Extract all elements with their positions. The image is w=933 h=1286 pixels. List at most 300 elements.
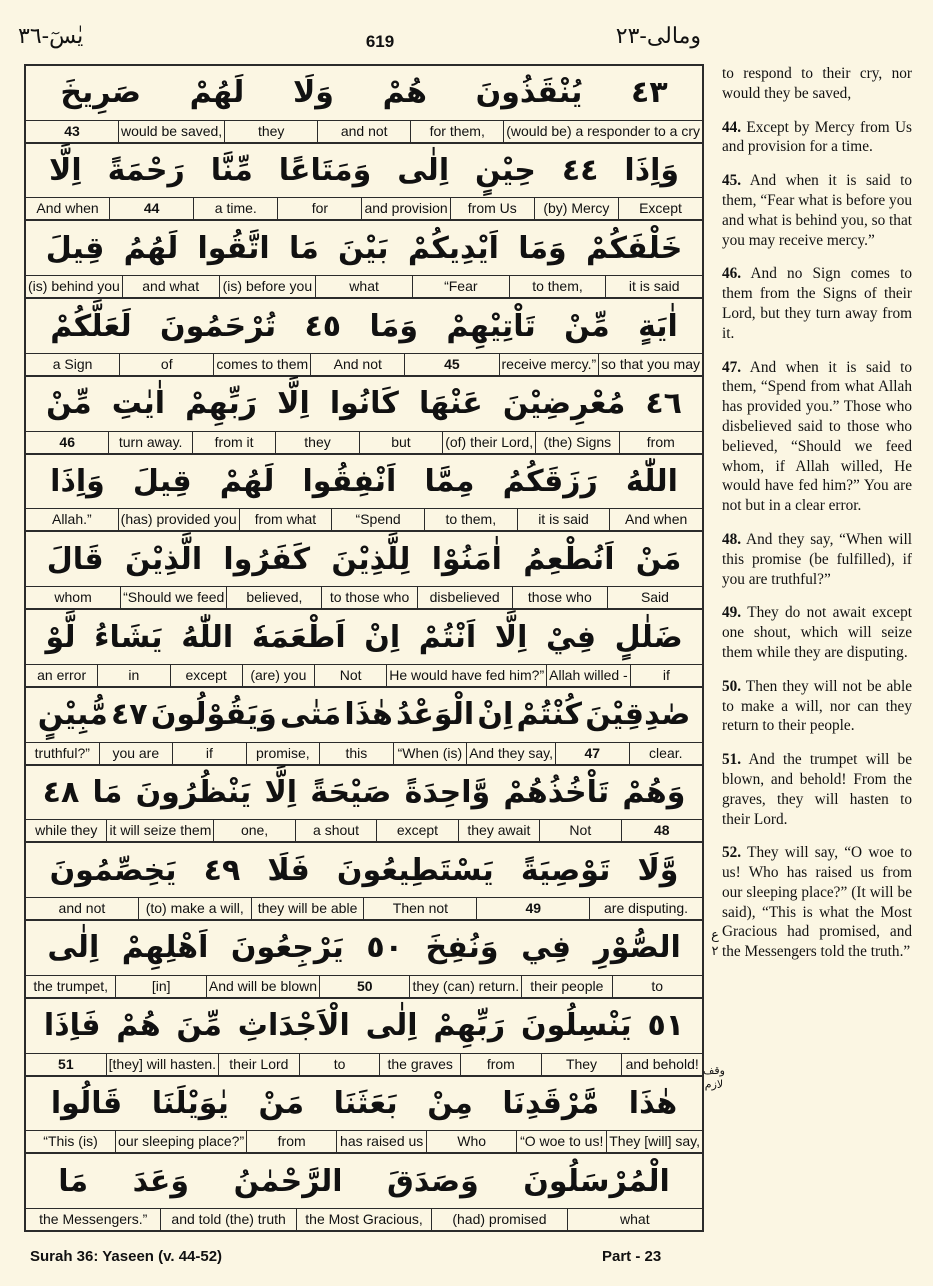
- verse-block: [26, 299, 702, 377]
- arabic-word: وَّاحِدَةً: [404, 774, 491, 810]
- english-gloss: to them,: [510, 276, 607, 297]
- english-gloss: truthful?”: [26, 743, 100, 764]
- arabic-word: ٤٦: [645, 386, 682, 422]
- arabic-word: وَلَا: [292, 75, 334, 111]
- english-gloss: they (can) return.: [410, 976, 522, 997]
- arabic-word: مَا: [92, 774, 123, 810]
- english-gloss: Except: [639, 200, 682, 217]
- english-gloss: but: [360, 432, 443, 453]
- english-row: [26, 508, 702, 530]
- english-gloss: this: [320, 743, 394, 764]
- arabic-word: يَسْتَطِيعُونَ: [336, 852, 494, 888]
- english-gloss: they: [276, 432, 359, 453]
- english-gloss: Allah willed -: [547, 665, 631, 686]
- arabic-word: ٤٨: [42, 774, 80, 810]
- arabic-word: خَلْفَكُمْ: [585, 230, 683, 266]
- arabic-row: [26, 221, 702, 275]
- verse-text: And when it is said to them, “Spend from what Allah has provided you.” Those who disbelieved said to those who believed, “Should we feed whom, if Allah willed, He would have fed him?” You are not but in a clear error.: [722, 358, 912, 515]
- arabic-word: اٰيٰتِ: [111, 386, 166, 422]
- english-gloss: [in]: [116, 976, 206, 997]
- english-gloss: what: [316, 276, 413, 297]
- english-gloss: of: [120, 354, 214, 375]
- arabic-word: اِنْ: [364, 619, 401, 655]
- english-gloss: 49: [477, 898, 590, 919]
- arabic-word: فَلَا: [267, 852, 310, 888]
- arabic-word: يُنْقَذُونَ: [475, 75, 583, 111]
- english-gloss: 47: [556, 743, 630, 764]
- part-reference: Part - 23: [602, 1248, 662, 1265]
- english-gloss: their people: [522, 976, 612, 997]
- arabic-word: رَبِّهِمْ: [433, 1008, 506, 1044]
- arabic-word: مَتٰى: [280, 697, 342, 733]
- verse-block: [26, 66, 702, 144]
- english-row: [26, 819, 702, 841]
- translation-verse: [722, 171, 912, 250]
- ruku-mark: ع ٢: [711, 928, 719, 959]
- english-gloss: you are: [100, 743, 174, 764]
- verse-number: 45.: [722, 172, 742, 190]
- verse-text: And no Sign comes to them from the Signs of their Lord, but they turn away from it.: [722, 265, 912, 342]
- arabic-word: ٤٩: [203, 852, 241, 888]
- english-gloss: Said: [640, 589, 669, 606]
- arabic-word: صٰدِقِيْنَ: [585, 697, 691, 733]
- english-gloss: from: [646, 433, 675, 450]
- arabic-word: اِلَّا: [277, 386, 310, 422]
- english-gloss: from: [247, 1131, 337, 1152]
- arabic-word: ضَلٰلٍ: [614, 619, 683, 655]
- arabic-word: اِلَّا: [264, 774, 298, 810]
- arabic-word: اٰيَةٍ: [638, 308, 678, 344]
- verse-number: 47.: [722, 358, 742, 376]
- arabic-word: لَّوْ: [45, 619, 76, 655]
- translation-verse: [722, 358, 912, 516]
- english-gloss: Then not: [364, 898, 477, 919]
- arabic-word: فَاِذَا: [43, 1008, 101, 1044]
- arabic-word: وَمَا: [369, 308, 418, 344]
- english-gloss: 46: [26, 432, 109, 453]
- part-name-arabic: ومالی-٢٣: [615, 24, 701, 49]
- arabic-word: الْاَجْدَاثِ: [237, 1008, 350, 1044]
- english-gloss: 51: [26, 1054, 107, 1075]
- english-gloss: And they say,: [467, 743, 556, 764]
- english-gloss: the graves: [380, 1054, 461, 1075]
- arabic-word: قَالَ: [46, 541, 104, 577]
- arabic-word: يٰوَيْلَنَا: [151, 1085, 229, 1121]
- arabic-word: قَالُوا: [50, 1085, 123, 1121]
- english-gloss: turn away.: [109, 432, 192, 453]
- english-row: [26, 197, 702, 219]
- english-gloss: a Sign: [26, 354, 120, 375]
- arabic-word: رَحْمَةً: [107, 153, 185, 189]
- verse-block: [26, 843, 702, 921]
- verse-text: And the trumpet will be blown, and behold! From the graves, they will hasten to their Lord.: [722, 751, 912, 828]
- arabic-row: [26, 766, 702, 820]
- verse-number: 44.: [722, 118, 742, 136]
- surah-name-arabic: یٰسٓ-٣٦: [18, 24, 84, 49]
- arabic-word: عَنْهَا: [418, 386, 483, 422]
- page-header: [0, 0, 933, 64]
- arabic-word: وَعَدَ: [132, 1163, 190, 1199]
- english-gloss: and told (the) truth: [161, 1209, 296, 1230]
- english-gloss: 44: [110, 198, 194, 219]
- english-gloss: it is said: [518, 509, 611, 530]
- english-gloss: They [will] say,: [609, 1133, 701, 1150]
- english-gloss: (the) Signs: [536, 432, 619, 453]
- english-gloss: would be saved,: [119, 121, 225, 142]
- arabic-word: اِلٰى: [397, 153, 450, 189]
- arabic-word: مُعْرِضِيْنَ: [502, 386, 626, 422]
- english-gloss: while they: [26, 820, 107, 841]
- arabic-word: اَنْفِقُوا: [302, 464, 397, 500]
- english-gloss: from it: [193, 432, 276, 453]
- english-gloss: comes to them: [214, 354, 311, 375]
- english-gloss: and not: [26, 898, 139, 919]
- english-gloss: for: [278, 198, 362, 219]
- arabic-word: لَهُمُ: [123, 230, 179, 266]
- english-gloss: and what: [123, 276, 220, 297]
- arabic-word: اِنْ: [477, 697, 514, 733]
- arabic-word: صَيْحَةً: [310, 774, 392, 810]
- english-gloss: Not: [540, 820, 621, 841]
- verse-block: [26, 455, 702, 533]
- english-gloss: 45: [405, 354, 499, 375]
- english-gloss: They: [542, 1054, 623, 1075]
- arabic-word: وَمَا: [518, 230, 567, 266]
- english-gloss: and not: [318, 121, 411, 142]
- verse-block: [26, 377, 702, 455]
- arabic-word: وَنُفِخَ: [425, 930, 499, 966]
- english-gloss: from: [461, 1054, 542, 1075]
- english-gloss: if: [173, 743, 247, 764]
- english-gloss: so that you may: [601, 355, 700, 372]
- english-row: [26, 1208, 702, 1230]
- arabic-word: مِّنَ: [176, 1008, 222, 1044]
- arabic-word: ٤٤: [561, 153, 599, 189]
- english-gloss: And when: [625, 511, 688, 528]
- verse-block: [26, 532, 702, 610]
- verse-block: [26, 921, 702, 999]
- english-gloss: He would have fed him?”: [387, 665, 547, 686]
- english-gloss: (has) provided you: [119, 509, 240, 530]
- arabic-word: هُمْ: [382, 75, 427, 111]
- arabic-word: يَشَاءُ: [94, 619, 163, 655]
- arabic-word: اَهْلِهِمْ: [121, 930, 209, 966]
- arabic-word: مِّنَّا: [210, 153, 253, 189]
- arabic-row: [26, 843, 702, 897]
- arabic-word: مَّرْقَدِنَا: [502, 1085, 600, 1121]
- arabic-row: [26, 377, 702, 431]
- english-gloss: to them,: [425, 509, 518, 530]
- arabic-word: وَيَقُوْلُونَ: [150, 697, 277, 733]
- english-gloss: 43: [26, 121, 119, 142]
- arabic-word: تَاْتِيْهِمْ: [446, 308, 536, 344]
- arabic-word: بَعَثَنَا: [333, 1085, 398, 1121]
- arabic-word: مَنْ: [635, 541, 682, 577]
- english-gloss: our sleeping place?”: [116, 1131, 247, 1152]
- arabic-row: [26, 66, 702, 120]
- arabic-word: مَا: [58, 1163, 89, 1199]
- verse-block: [26, 688, 702, 766]
- english-gloss: clear.: [649, 744, 683, 761]
- english-gloss: to: [300, 1054, 381, 1075]
- verse-block: [26, 1154, 702, 1230]
- translation-verse: [722, 264, 912, 343]
- verse-number: 50.: [722, 677, 742, 695]
- arabic-word: مَا: [288, 230, 319, 266]
- english-gloss: And not: [311, 354, 405, 375]
- english-gloss: Allah.”: [26, 509, 119, 530]
- arabic-word: هُمْ: [116, 1008, 161, 1044]
- english-gloss: the Messengers.”: [26, 1209, 161, 1230]
- english-row: [26, 1053, 702, 1075]
- arabic-word: لَهُمْ: [189, 75, 245, 111]
- english-gloss: “O woe to us!: [517, 1131, 607, 1152]
- english-gloss: believed,: [227, 587, 322, 608]
- english-gloss: Who: [427, 1131, 517, 1152]
- arabic-word: اَطْعَمَهٗ: [251, 619, 346, 655]
- english-row: [26, 742, 702, 764]
- arabic-word: تَاْخُذُهُمْ: [503, 774, 610, 810]
- english-gloss: (is) before you: [220, 276, 317, 297]
- arabic-word: كَانُوا: [329, 386, 399, 422]
- translation-verse: [722, 530, 912, 589]
- arabic-word: يَرْجِعُونَ: [230, 930, 344, 966]
- arabic-word: هٰذَا: [628, 1085, 678, 1121]
- arabic-word: اِلٰى: [365, 1008, 418, 1044]
- arabic-row: [26, 299, 702, 353]
- arabic-word: ٥١: [647, 1008, 685, 1044]
- arabic-word: يَخِصِّمُونَ: [49, 852, 177, 888]
- arabic-word: قِيلَ: [45, 230, 105, 266]
- arabic-word: فِي: [521, 930, 572, 966]
- arabic-word: لَهُمْ: [219, 464, 275, 500]
- arabic-row: [26, 532, 702, 586]
- english-gloss: are disputing.: [604, 900, 689, 917]
- surah-reference: Surah 36: Yaseen (v. 44-52): [30, 1248, 223, 1265]
- english-gloss: a time.: [194, 198, 278, 219]
- english-row: [26, 975, 702, 997]
- arabic-word: لِلَّذِيْنَ: [331, 541, 411, 577]
- translation-verse: [722, 677, 912, 736]
- verse-block: [26, 1077, 702, 1155]
- english-row: [26, 353, 702, 375]
- english-gloss: from what: [240, 509, 333, 530]
- english-row: [26, 431, 702, 453]
- arabic-word: اللّٰهُ: [625, 464, 678, 500]
- verse-number: 52.: [722, 844, 742, 862]
- english-gloss: the Most Gracious,: [297, 1209, 432, 1230]
- english-gloss: the trumpet,: [26, 976, 116, 997]
- english-row: [26, 664, 702, 686]
- arabic-word: رَزَقَكُمُ: [502, 464, 598, 500]
- arabic-word: لَعَلَّكُمْ: [50, 308, 132, 344]
- arabic-word: يَنْظُرُونَ: [135, 774, 252, 810]
- english-row: [26, 1130, 702, 1152]
- arabic-row: [26, 921, 702, 975]
- arabic-word: مُّبِيْنٍ: [37, 697, 108, 733]
- arabic-word: مِنْ: [427, 1085, 473, 1121]
- english-gloss: disbelieved: [418, 587, 513, 608]
- english-gloss: it is said: [628, 278, 680, 295]
- arabic-word: وَمَتَاعًا: [278, 153, 372, 189]
- arabic-word: حِيْنٍ: [475, 153, 536, 189]
- translation-verse: [722, 64, 912, 104]
- arabic-word: الرَّحْمٰنُ: [233, 1163, 343, 1199]
- verse-text: And they say, “When will this promise (be fulfilled), if you are truthful?”: [722, 530, 913, 588]
- arabic-row: [26, 1154, 702, 1208]
- english-gloss: Not: [315, 665, 387, 686]
- translation-verse: [722, 603, 912, 662]
- arabic-word: الَّذِيْنَ: [124, 541, 203, 577]
- english-gloss: one,: [214, 820, 295, 841]
- translation-verse: [722, 843, 912, 962]
- english-gloss: they await: [459, 820, 540, 841]
- arabic-word: ٤٥: [304, 308, 342, 344]
- arabic-word: وَّلَا: [637, 852, 679, 888]
- english-gloss: their Lord: [219, 1054, 300, 1075]
- arabic-word: صَرِيخَ: [60, 75, 141, 111]
- arabic-word: اِلٰى: [47, 930, 100, 966]
- english-gloss: if: [662, 666, 670, 683]
- english-gloss: (had) promised: [432, 1209, 567, 1230]
- arabic-word: هٰذَا: [344, 697, 393, 733]
- arabic-word: مِمَّا: [424, 464, 475, 500]
- arabic-word: فِيْ: [546, 619, 597, 655]
- verse-number: 48.: [722, 530, 742, 548]
- arabic-row: [26, 688, 702, 742]
- arabic-word: كُنْتُمْ: [516, 697, 582, 733]
- english-row: [26, 897, 702, 919]
- english-gloss: and provision: [362, 198, 450, 219]
- verse-text: They do not await except one shout, which will seize them while they are disputing.: [722, 604, 912, 661]
- english-gloss: has raised us: [337, 1131, 427, 1152]
- english-gloss: and behold!: [625, 1055, 699, 1072]
- word-by-word-grid: [24, 64, 704, 1232]
- arabic-word: مِّنْ: [564, 308, 610, 344]
- english-gloss: promise,: [247, 743, 321, 764]
- verse-text: They will say, “O woe to us! Who has raised us from our sleeping place?” (It will be said), “This is what the Most Gracious had promised, and the Messengers told the truth.”: [722, 844, 912, 961]
- arabic-word: يَنْسِلُونَ: [520, 1008, 632, 1044]
- arabic-word: تَوْصِيَةً: [520, 852, 611, 888]
- english-row: [26, 586, 702, 608]
- english-gloss: (by) Mercy: [535, 198, 619, 219]
- arabic-word: وَاِذَا: [624, 153, 680, 189]
- translation-verse: [722, 118, 912, 158]
- verse-block: [26, 221, 702, 299]
- english-gloss: except: [377, 820, 458, 841]
- english-gloss: receive mercy.”: [500, 354, 600, 375]
- arabic-word: اتَّقُوا: [197, 230, 270, 266]
- arabic-row: [26, 455, 702, 509]
- verse-block: [26, 144, 702, 222]
- verse-number: 46.: [722, 265, 742, 283]
- english-gloss: 48: [653, 822, 670, 839]
- page-footer: [0, 1240, 933, 1280]
- english-gloss: an error: [26, 665, 98, 686]
- arabic-word: اَنْتُمْ: [418, 619, 477, 655]
- arabic-word: قِيلَ: [132, 464, 192, 500]
- english-gloss: 50: [320, 976, 410, 997]
- english-gloss: (are) you: [243, 665, 315, 686]
- translation-column: [722, 64, 912, 1234]
- verse-text: Except by Mercy from Us and provision for a time.: [722, 118, 912, 156]
- english-gloss: And will be blown: [207, 976, 320, 997]
- arabic-word: مِّنْ: [46, 386, 92, 422]
- english-row: [26, 120, 702, 142]
- arabic-word: اٰمَنُوْا: [431, 541, 502, 577]
- verse-text: And when it is said to them, “Fear what is before you and what is behind you, so that you may receive mercy.”: [722, 172, 912, 249]
- english-gloss: (to) make a will,: [139, 898, 252, 919]
- verse-number: 49.: [722, 604, 742, 622]
- arabic-row: [26, 1077, 702, 1131]
- english-gloss: they will be able: [252, 898, 365, 919]
- arabic-word: اللّٰهُ: [181, 619, 234, 655]
- english-gloss: [they] will hasten.: [107, 1054, 219, 1075]
- english-gloss: (is) behind you: [26, 276, 123, 297]
- arabic-word: رَبِّهِمْ: [185, 386, 258, 422]
- english-gloss: it will seize them: [107, 820, 214, 841]
- english-gloss: And when: [26, 198, 110, 219]
- english-gloss: (would be) a responder to a cry: [506, 122, 701, 139]
- arabic-row: [26, 144, 702, 198]
- verse-block: [26, 766, 702, 844]
- english-gloss: “Spend: [332, 509, 425, 530]
- english-gloss: except: [171, 665, 243, 686]
- english-gloss: “This (is): [26, 1131, 116, 1152]
- english-gloss: a shout: [296, 820, 377, 841]
- arabic-word: الصُّوْرِ: [593, 930, 681, 966]
- english-gloss: “Should we feed: [121, 587, 227, 608]
- english-gloss: for them,: [411, 121, 504, 142]
- arabic-word: الْمُرْسَلُونَ: [523, 1163, 670, 1199]
- arabic-word: ٤٣: [631, 75, 668, 111]
- arabic-word: مَنْ: [258, 1085, 305, 1121]
- translation-verse: [722, 750, 912, 829]
- arabic-row: [26, 610, 702, 664]
- page-number: 619: [365, 32, 395, 51]
- verse-number: 51.: [722, 751, 742, 769]
- arabic-word: بَيْنَ: [338, 230, 389, 266]
- english-gloss: what: [620, 1211, 650, 1228]
- arabic-word: وَاِذَا: [50, 464, 105, 500]
- arabic-word: تُرْحَمُونَ: [160, 308, 277, 344]
- english-gloss: to: [651, 977, 664, 994]
- english-gloss: in: [98, 665, 170, 686]
- english-gloss: they: [225, 121, 318, 142]
- english-gloss: to those who: [322, 587, 417, 608]
- verse-text: to respond to their cry, nor would they be saved,: [722, 65, 912, 102]
- english-gloss: (of) their Lord,: [443, 432, 536, 453]
- english-gloss: “Fear: [413, 276, 510, 297]
- arabic-word: كَفَرُوا: [223, 541, 311, 577]
- arabic-word: اِلَّا: [49, 153, 82, 189]
- english-gloss: those who: [513, 587, 608, 608]
- english-gloss: whom: [26, 587, 121, 608]
- english-row: [26, 275, 702, 297]
- arabic-word: ٤٧: [111, 697, 148, 733]
- arabic-word: وَهُمْ: [622, 774, 686, 810]
- arabic-row: [26, 999, 702, 1053]
- english-gloss: “When (is): [394, 743, 468, 764]
- arabic-word: اَيْدِيكُمْ: [407, 230, 499, 266]
- english-gloss: from Us: [451, 198, 535, 219]
- waqf-mark: وقف لازم: [703, 1064, 725, 1091]
- verse-text: Then they will not be able to make a will, nor can they return to their people.: [722, 677, 912, 735]
- arabic-word: اَنُطْعِمُ: [523, 541, 615, 577]
- arabic-word: وَصَدَقَ: [387, 1163, 479, 1199]
- arabic-word: ٥٠: [366, 930, 403, 966]
- verse-block: [26, 610, 702, 688]
